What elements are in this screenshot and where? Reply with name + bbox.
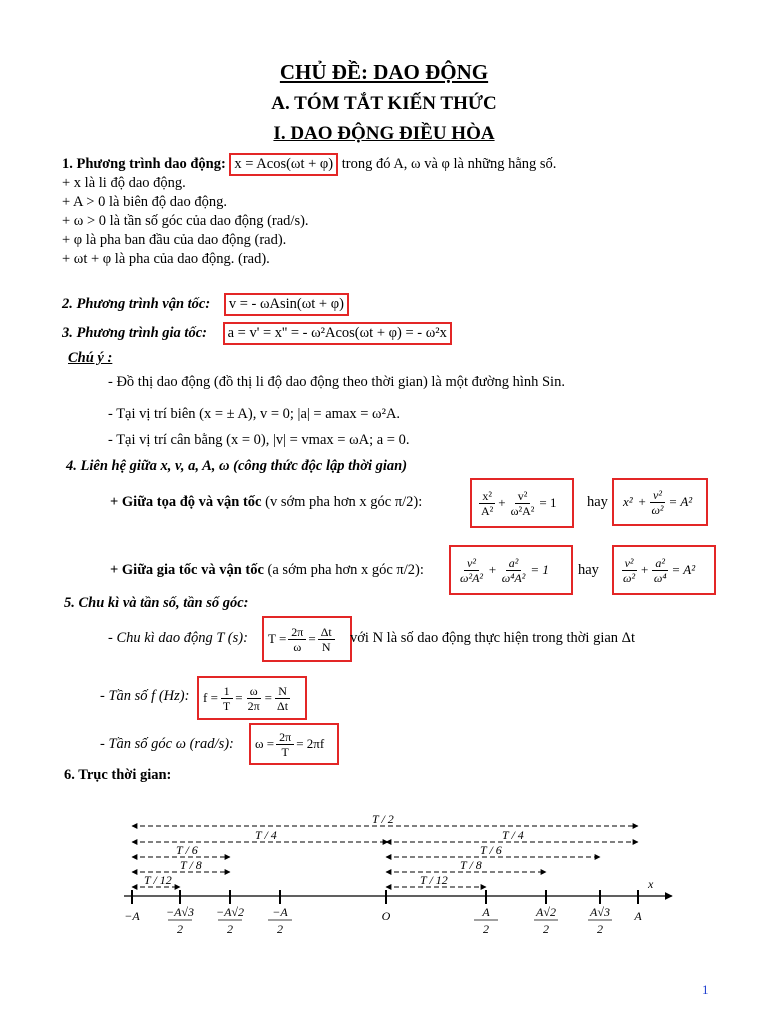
arrow-label: T / 6	[176, 843, 198, 857]
arrow-label: T / 6	[480, 843, 502, 857]
s3-formula: a = v' = x'' = - ω²Acos(ωt + φ) = - ω²x	[223, 322, 452, 345]
s1-bullet: + ω > 0 là tần số góc của dao động (rad/s).	[62, 213, 309, 229]
tick-label-denominator: 2	[177, 922, 183, 936]
period-formula: T = $\frac{2\pi}{\omega}$ = $\frac{\Delta t}{N}$	[268, 618, 337, 660]
s4-line2-tail: (a sớm pha hơn x góc π/2):	[263, 562, 424, 578]
period-tail: với N là số dao động thực hiện trong thời gian Δt	[350, 630, 636, 646]
arrow-label: T / 4	[502, 828, 524, 842]
tick-label: −A	[124, 909, 140, 923]
tick-label-denominator: 2	[597, 922, 603, 936]
arrow-label: T / 4	[255, 828, 277, 842]
formula-2: x² + $\frac{\text{v²}}{\text{ω²}}$ = A²	[623, 487, 693, 517]
arrow-label: T / 12	[420, 873, 448, 887]
tick-label-denominator: 2	[543, 922, 549, 936]
note-line: - Tại vị trí cân bằng (x = 0), |v| = vmax = ωA; a = 0.	[108, 432, 410, 448]
formula-box-3	[449, 545, 573, 595]
tick-label: −A	[272, 905, 288, 919]
freq-formula-box	[197, 676, 307, 720]
s4-line1	[110, 494, 422, 511]
formula-3: $\frac{\text{v²}}{\text{ω²A²}}$ + $\frac{\text{a²}}{\text{ω⁴A²}}$ = 1	[460, 555, 549, 585]
formula-box-2	[612, 478, 708, 526]
page-title: CHỦ ĐỀ: DAO ĐỘNG	[279, 60, 489, 84]
arrow-label: T / 8	[180, 858, 202, 872]
s4-line2-bold: + Giữa gia tốc và vận tốc	[110, 562, 264, 578]
tick-label: A√2	[536, 905, 556, 919]
freq-label: - Tần số f (Hz):	[100, 688, 190, 704]
hay-word: hay	[587, 494, 608, 510]
tick-label: −A√3	[165, 905, 195, 919]
s1-formula: x = Acos(ωt + φ)	[229, 153, 338, 176]
s4-line2	[110, 562, 424, 579]
tick-label: O	[381, 909, 391, 923]
formula-1: $\frac{\text{x²}}{\text{A²}}$ + $\frac{\text{v²}}{\text{ω²A²}}$ = 1	[481, 488, 557, 518]
axis-label: x	[648, 877, 654, 891]
note-label: Chú ý :	[68, 350, 113, 366]
arrow-label: T / 8	[460, 858, 482, 872]
s6-label: 6. Trục thời gian:	[64, 767, 172, 783]
period-label: - Chu kì dao động T (s):	[108, 630, 248, 646]
period-formula-box	[262, 616, 352, 662]
s2-formula: v = - ωAsin(ωt + φ)	[224, 293, 349, 316]
axis-ticks	[132, 890, 638, 904]
s2-line	[62, 293, 349, 316]
tick-label: A	[634, 909, 642, 923]
tick-labels	[124, 905, 642, 936]
formula-4: $\frac{\text{v²}}{\text{ω²}}$ + $\frac{\text{a²}}{\text{ω⁴}}$ = A²	[623, 555, 696, 585]
tick-label-denominator: 2	[483, 922, 489, 936]
s4-line1-bold: + Giữa tọa độ và vận tốc	[110, 494, 262, 510]
omega-label: - Tần số góc ω (rad/s):	[100, 736, 234, 752]
freq-formula: f = $\frac{1}{T}$ = $\frac{\omega}{2\pi}$ = $\frac{N}{\Delta t}$	[203, 683, 289, 713]
tick-label-denominator: 2	[277, 922, 283, 936]
s1-bullet: + A > 0 là biên độ dao động.	[62, 194, 227, 210]
omega-formula-box	[249, 723, 339, 765]
tick-label-denominator: 2	[227, 922, 233, 936]
s3-line	[62, 322, 452, 345]
section-i-heading: I. DAO ĐỘNG ĐIỀU HÒA	[273, 123, 495, 144]
note-line: - Tại vị trí biên (x = ± A), v = 0; |a| = amax = ω²A.	[108, 406, 401, 422]
s1-bullet: + x là li độ dao động.	[62, 175, 186, 191]
s4-line1-tail: (v sớm pha hơn x góc π/2):	[261, 494, 423, 510]
arrow-label: T / 2	[372, 812, 394, 826]
s1-bullet: + φ là pha ban đầu của dao động (rad).	[62, 232, 287, 248]
section-a-heading: A. TÓM TẮT KIẾN THỨC	[271, 93, 497, 114]
s1-bullet: + ωt + φ là pha của dao động. (rad).	[62, 251, 270, 267]
s2-label: 2. Phương trình vận tốc:	[62, 296, 211, 312]
formula-box-1	[470, 478, 574, 528]
page-number: 1	[702, 982, 709, 997]
hay-word: hay	[578, 562, 599, 578]
arrow-label: T / 12	[144, 873, 172, 887]
tick-label: −A√2	[215, 905, 245, 919]
s1-tail: trong đó A, ω và φ là những hằng số.	[338, 156, 557, 172]
formula-box-4	[612, 545, 716, 595]
s1-label: 1. Phương trình dao động:	[62, 156, 226, 172]
omega-formula: ω = $\frac{2\pi}{T}$ = 2πf	[255, 729, 325, 759]
s5-label: 5. Chu kì và tần số, tần số góc:	[64, 595, 249, 611]
tick-label: A√3	[590, 905, 610, 919]
s1-line	[62, 153, 556, 176]
tick-label: A	[482, 905, 490, 919]
time-axis-diagram	[110, 812, 690, 942]
s3-label: 3. Phương trình gia tốc:	[62, 325, 207, 341]
note-line: - Đồ thị dao động (đồ thị li độ dao động theo thời gian) là một đường hình Sin.	[108, 374, 565, 390]
s4-label: 4. Liên hệ giữa x, v, a, A, ω (công thức độc lập thời gian)	[66, 458, 408, 474]
